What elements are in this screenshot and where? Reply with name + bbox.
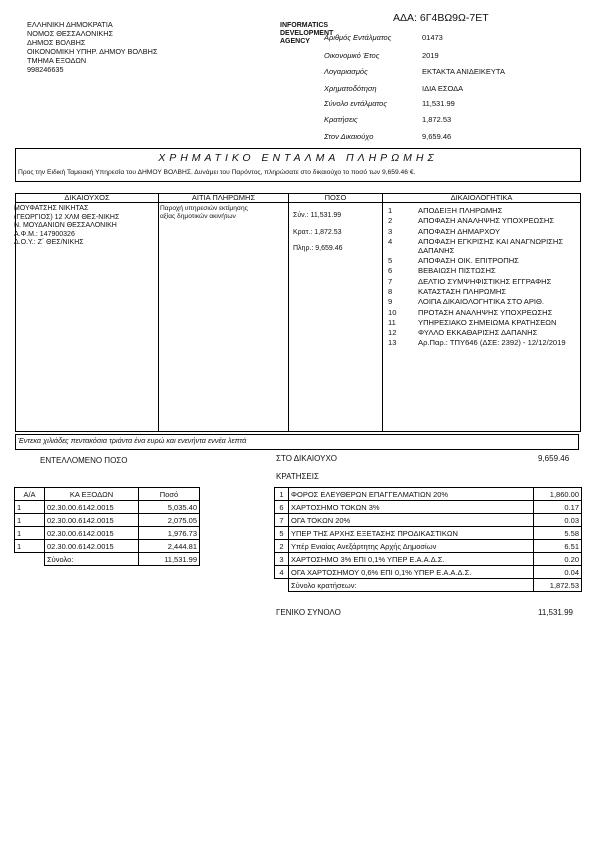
retentions-label: ΚΡΑΤΗΣΕΙΣ — [276, 472, 319, 481]
table-cell: 5,035.40 — [139, 501, 200, 514]
meta-label: Σύνολο εντάλματος — [324, 99, 387, 108]
table-cell: 0.03 — [534, 514, 582, 527]
document-number: 10 — [388, 307, 397, 317]
document-title: ΧΡΗΜΑΤΙΚΟ ΕΝΤΑΛΜΑ ΠΛΗΡΩΜΗΣ — [158, 152, 438, 164]
amount-sum: Σύν.: 11,531.99 — [293, 212, 342, 219]
table-cell: 1 — [15, 540, 45, 553]
beneficiary-line: Δ.Ο.Υ.: Ζ΄ ΘΕΣ/ΝΙΚΗΣ — [14, 239, 84, 247]
table-cell: 02.30.00.6142.0015 — [45, 501, 139, 514]
document-item — [388, 309, 584, 318]
table-cell — [15, 553, 45, 566]
meta-value: 9,659.46 — [422, 132, 452, 141]
title-box — [15, 148, 581, 182]
table-row — [15, 527, 200, 540]
document-number: 12 — [388, 328, 397, 338]
meta-label: Κρατήσεις — [324, 115, 358, 124]
document-number: 9 — [388, 297, 393, 307]
issuer-line: ΔΗΜΟΣ ΒΟΛΒΗΣ — [27, 37, 86, 47]
table-row — [275, 514, 582, 527]
table-cell: 6.51 — [534, 540, 582, 553]
reason-line: αξίας δημοτικών ακινήτων — [160, 213, 236, 220]
table-cell: Υπέρ Ενιαίας Ανεξάρτητης Αρχής Δημοσίων — [289, 540, 534, 553]
issuer-line: 998246635 — [27, 64, 64, 74]
document-number: 3 — [388, 226, 393, 236]
table-cell — [275, 579, 289, 592]
beneficiary-line: (ΓΕΩΡΓΙΟΣ) 12 ΧΛΜ ΘΕΣ-ΝΙΚΗΣ — [14, 213, 120, 221]
meta-label: Αριθμός Εντάλματος — [324, 33, 392, 42]
table-cell: 2,075.05 — [139, 514, 200, 527]
retentions-table — [274, 487, 582, 592]
issuer-line: ΕΛΛΗΝΙΚΗ ΔΗΜΟΚΡΑΤΙΑ — [27, 20, 113, 29]
table-cell: 2 — [275, 540, 289, 553]
meta-value: 1,872.53 — [422, 115, 452, 124]
column-divider — [288, 193, 289, 432]
table-cell: 4 — [275, 566, 289, 579]
table-row — [15, 501, 200, 514]
document-number: 11 — [388, 317, 396, 327]
document-label: ΥΠΗΡΕΣΙΑΚΟ ΣΗΜΕΙΩΜΑ ΚΡΑΤΗΣΕΩΝ — [418, 317, 557, 327]
table-row — [15, 540, 200, 553]
expenses-total-label: Σύνολο: — [45, 553, 139, 566]
table-row — [275, 553, 582, 566]
beneficiary-details — [14, 205, 119, 248]
table-row — [275, 527, 582, 540]
table-row — [275, 501, 582, 514]
document-item — [388, 298, 584, 307]
agency-line: INFORMATICS — [280, 22, 329, 29]
document-number: 2 — [388, 216, 393, 226]
table-cell: 1 — [15, 501, 45, 514]
entitled-amount-label: ΕΝΤΕΛΛΟΜΕΝΟ ΠΟΣΟ — [40, 456, 128, 465]
document-label: ΛΟΙΠΑ ΔΙΚΑΙΟΛΟΓΗΤΙΚΑ ΣΤΟ ΑΡΙΘ. — [418, 297, 545, 307]
table-cell: 1,976.73 — [139, 527, 200, 540]
document-item — [388, 329, 584, 338]
table-cell: ΟΓΑ ΤΟΚΩΝ 20% — [289, 514, 534, 527]
document-item — [388, 267, 584, 276]
document-item — [388, 278, 584, 287]
table-total-row — [15, 553, 200, 566]
document-label: ΑΠΟΔΕΙΞΗ ΠΛΗΡΩΜΗΣ — [418, 206, 503, 215]
document-number: 5 — [388, 256, 393, 266]
column-divider — [158, 193, 159, 432]
document-number: 13 — [388, 338, 397, 348]
table-cell: ΧΑΡΤΟΣΗΜΟ 3% ΕΠΙ 0,1% ΥΠΕΡ Ε.Α.Α.Δ.Σ. — [289, 553, 534, 566]
header-amount: ΠΟΣΟ — [288, 193, 383, 203]
table-cell: 7 — [275, 514, 289, 527]
document-label: ΑΠΟΦΑΣΗ ΕΓΚΡΙΣΗΣ ΚΑΙ ΑΝΑΓΝΩΡΙΣΗΣ ΔΑΠΑΝΗΣ — [418, 236, 564, 255]
table-row — [275, 566, 582, 579]
issuer-block — [27, 21, 157, 74]
retentions-total-label: Σύνολο κρατήσεων: — [289, 579, 534, 592]
issuer-line: ΟΙΚΟΝΟΜΙΚΗ ΥΠΗΡ. ΔΗΜΟΥ ΒΟΛΒΗΣ — [27, 46, 158, 56]
document-label: ΒΕΒΑΙΩΣΗ ΠΙΣΤΩΣΗΣ — [418, 266, 496, 276]
table-cell: 0.17 — [534, 501, 582, 514]
meta-value: 11,531.99 — [422, 99, 455, 108]
table-cell: 1 — [15, 527, 45, 540]
beneficiary-line: ΜΟΥΦΑΤΣΗΣ ΝΙΚΗΤΑΣ — [14, 205, 89, 212]
amount-net: Πληρ.: 9,659.46 — [293, 245, 343, 253]
document-label: ΑΠΟΦΑΣΗ ΑΝΑΛΗΨΗΣ ΥΠΟΧΡΕΩΣΗΣ — [418, 216, 555, 226]
meta-value: ΕΚΤΑΚΤΑ ΑΝΙΔΕΙΚΕΥΤΑ — [422, 67, 505, 76]
table-cell: ΧΑΡΤΟΣΗΜΟ ΤΟΚΩΝ 3% — [289, 501, 534, 514]
document-number: 7 — [388, 276, 393, 286]
document-number: 4 — [388, 236, 393, 246]
document-item — [388, 257, 584, 266]
meta-value: 01473 — [422, 33, 443, 42]
meta-label: Στον Δικαιούχο — [324, 132, 374, 141]
table-row — [15, 514, 200, 527]
issuer-line: ΝΟΜΟΣ ΘΕΣΣΑΛΟΝΙΚΗΣ — [27, 28, 114, 38]
table-cell: 1 — [15, 514, 45, 527]
table-cell: 3 — [275, 553, 289, 566]
header-beneficiary: ΔΙΚΑΙΟΥΧΟΣ — [15, 193, 159, 203]
document-item — [388, 319, 584, 328]
table-row — [275, 488, 582, 501]
document-label: Αρ.Παρ.: ΤΠΥ646 (ΔΣΕ: 2392) - 12/12/2019 — [418, 338, 566, 348]
to-beneficiary-label: ΣΤΟ ΔΙΚΑΙΟΥΧΟ — [276, 454, 338, 463]
table-cell: 6 — [275, 501, 289, 514]
header-reason: ΑΙΤΙΑ ΠΛΗΡΩΜΗΣ — [158, 193, 289, 203]
table-cell: ΥΠΕΡ ΤΗΣ ΑΡΧΗΣ ΕΞΕΤΑΣΗΣ ΠΡΟΔΙΚΑΣΤΙΚΩΝ — [289, 527, 534, 540]
to-beneficiary-value: 9,659.46 — [538, 454, 570, 463]
document-label: ΑΠΟΦΑΣΗ ΟΙΚ. ΕΠΙΤΡΟΠΗΣ — [418, 256, 519, 266]
table-cell: 2,444.81 — [139, 540, 200, 553]
header-documents: ΔΙΚΑΙΟΛΟΓΗΤΙΚΑ — [382, 193, 581, 203]
reason-line: Παροχή υπηρεσιών εκτίμησης — [160, 205, 248, 212]
table-header: Ποσό — [139, 488, 200, 501]
grand-total-label: ΓΕΝΙΚΟ ΣΥΝΟΛΟ — [276, 608, 341, 617]
agency-line: AGENCY — [280, 37, 310, 45]
document-item — [388, 207, 584, 216]
amount-summary — [293, 212, 343, 254]
document-label: ΠΡΟΤΑΣΗ ΑΝΑΛΗΨΗΣ ΥΠΟΧΡΕΩΣΗΣ — [418, 307, 553, 317]
meta-label: Οικονομικό Έτος — [324, 51, 380, 60]
document-label: ΔΕΛΤΙΟ ΣΥΜΨΗΦΙΣΤΙΚΗΣ ΕΓΓΡΑΦΗΣ — [418, 276, 552, 286]
document-number: 6 — [388, 266, 393, 276]
meta-value: 2019 — [422, 51, 439, 60]
beneficiary-line: Α.Φ.Μ.: 147900326 — [14, 230, 75, 238]
table-cell: 02.30.00.6142.0015 — [45, 540, 139, 553]
table-row — [275, 540, 582, 553]
expenses-total: 11,531.99 — [139, 553, 200, 566]
meta-label: Χρηματοδότηση — [324, 84, 377, 93]
document-item — [388, 217, 584, 226]
document-subtitle: Προς την Ειδική Ταμειακή Υπηρεσία του ΔΗΜΟΥ ΒΟΛΒΗΣ. Δυνάμει του Παρόντος, πληρώσατε στο δικαιούχο το ποσό των 9,659.46 €. — [18, 169, 416, 176]
table-cell: 0.20 — [534, 553, 582, 566]
document-label: ΚΑΤΑΣΤΑΣΗ ΠΛΗΡΩΜΗΣ — [418, 286, 507, 296]
table-cell: 1 — [275, 488, 289, 501]
table-cell: 02.30.00.6142.0015 — [45, 527, 139, 540]
document-label: ΑΠΟΦΑΣΗ ΔΗΜΑΡΧΟΥ — [418, 226, 501, 236]
table-cell: 5.58 — [534, 527, 582, 540]
table-cell: 5 — [275, 527, 289, 540]
documents-list — [388, 207, 584, 350]
table-cell: 1,860.00 — [534, 488, 582, 501]
ada-number: ΑΔΑ: 6Γ4ΒΩ9Ω-7ΕΤ — [393, 12, 489, 24]
table-cell: 02.30.00.6142.0015 — [45, 514, 139, 527]
document-item — [388, 288, 584, 297]
table-header: ΚΑ ΕΞΟΔΩΝ — [45, 488, 139, 501]
document-item — [388, 228, 584, 237]
document-item — [388, 339, 584, 348]
table-cell: ΟΓΑ ΧΑΡΤΟΣΗΜΟΥ 0,6% ΕΠΙ 0,1% ΥΠΕΡ Ε.Α.Α.Δ.Σ. — [289, 566, 534, 579]
document-item — [388, 238, 584, 256]
document-number: 8 — [388, 286, 393, 296]
beneficiary-line: Ν. ΜΟΥΔΑΝΙΩΝ ΘΕΣΣΑΛΟΝΙΚΗ — [14, 222, 117, 230]
payment-reason — [160, 205, 248, 221]
table-cell: 0.04 — [534, 566, 582, 579]
column-divider — [382, 193, 383, 432]
amount-retentions: Κρατ.: 1,872.53 — [293, 228, 342, 236]
agency-line: DEVELOPMENT — [280, 29, 334, 37]
table-total-row — [275, 579, 582, 592]
table-header: Α/Α — [15, 488, 45, 501]
amount-in-words: Έντεκα χιλιάδες πεντακόσια τριάντα ένα ευρώ και ενενήντα εννέα λεπτά — [15, 434, 579, 450]
retentions-total: 1,872.53 — [534, 579, 582, 592]
document-number: 1 — [388, 206, 393, 215]
expenses-table — [14, 487, 200, 566]
table-cell: ΦΟΡΟΣ ΕΛΕΥΘΕΡΩΝ ΕΠΑΓΓΕΛΜΑΤΙΩΝ 20% — [289, 488, 534, 501]
table-header-row — [15, 488, 200, 501]
issuer-line: ΤΜΗΜΑ ΕΞΟΔΩΝ — [27, 55, 87, 65]
document-label: ΦΥΛΛΟ ΕΚΚΑΘΑΡΙΣΗΣ ΔΑΠΑΝΗΣ — [418, 328, 538, 338]
grand-total-value: 11,531.99 — [538, 608, 573, 617]
meta-label: Λογαριασμός — [324, 67, 368, 76]
meta-value: ΙΔΙΑ ΕΣΟΔΑ — [422, 84, 464, 93]
